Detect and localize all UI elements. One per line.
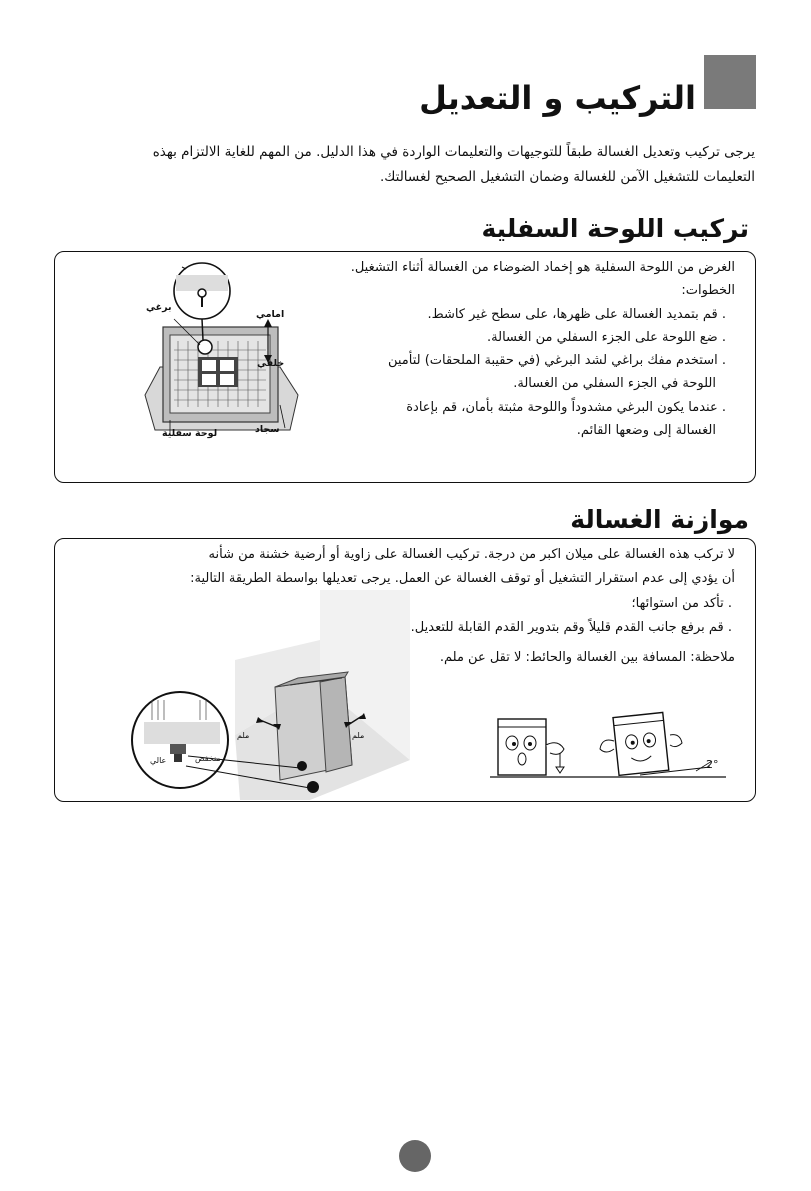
step-line-5: . عندما يكون البرغي مشدوداً واللوحة مثبتة بأمان، قم بإعادة [406, 400, 726, 415]
mm-label-left: ملم [237, 731, 250, 740]
mm-label-right: ملم [352, 731, 365, 740]
bottom-board-illustration [130, 255, 310, 445]
high-label: عالي [150, 756, 167, 765]
intro-line-1: يرجى تركيب وتعديل الغسالة طبقاً للتوجيهات والتعليمات الواردة في هذا الدليل. من المهم للغاية الالتزام بهذه [152, 144, 755, 160]
step-line-2: . ضع اللوحة على الجزء السفلي من الغسالة. [487, 330, 726, 345]
front-label: امامي [256, 309, 285, 320]
step-line-1: . قم بتمديد الغسالة على ظهرها، على سطح غير كاشط. [427, 307, 726, 322]
leveling-line-2: أن يؤدي إلى عدم استقرار التشغيل أو توقف الغسالة عن العمل. يرجى تعديلها بواسطة الطريقة التالية: [190, 571, 735, 586]
steps-label: الخطوات: [681, 283, 735, 298]
leveling-line-1: لا تركب هذه الغسالة على ميلان اكبر من درجة. تركيب الغسالة على زاوية أو أرضية خشنة من شأنه [208, 547, 735, 562]
section-heading-bottom-board: تركيب اللوحة السفلية [481, 214, 749, 243]
leveling-step-1: . تأكد من استوائها؛ [631, 596, 732, 611]
step-line-3: . استخدم مفك براغي لشد البرغي (في حقيبة الملحقات) لتأمين [387, 353, 726, 368]
leveling-cartoon [490, 705, 740, 785]
screw-label: برغي [146, 302, 172, 313]
angle-label: 2° [706, 758, 719, 771]
washer-corner-illustration [130, 590, 420, 800]
section-heading-leveling: موازنة الغسالة [570, 505, 749, 534]
step-line-4: اللوحة في الجزء السفلي من الغسالة. [513, 376, 716, 391]
bottom-board-purpose: الغرض من اللوحة السفلية هو إخماد الضوضاء من الغسالة أثناء التشغيل. [350, 260, 735, 275]
bottom-board-label: لوحة سفلية [162, 428, 218, 439]
wall-distance-note: ملاحظة: المسافة بين الغسالة والحائط: لا تقل عن ملم. [439, 650, 735, 665]
leveling-step-2: . قم برفع جانب القدم قليلاً وقم بتدوير القدم القابلة للتعديل. [410, 620, 732, 635]
back-label: خلفي [257, 358, 285, 369]
carpet-label: سجاد [255, 424, 280, 435]
page-title: التركيب و التعديل [419, 79, 696, 117]
page-number-badge [399, 1140, 431, 1172]
step-line-6: الغسالة إلى وضعها القائم. [576, 423, 716, 438]
header-accent-block [704, 55, 756, 109]
low-label: منخفض [195, 754, 221, 763]
intro-line-2: التعليمات للتشغيل الآمن للغسالة وضمان التشغيل الصحيح لغسالتك. [379, 169, 755, 185]
